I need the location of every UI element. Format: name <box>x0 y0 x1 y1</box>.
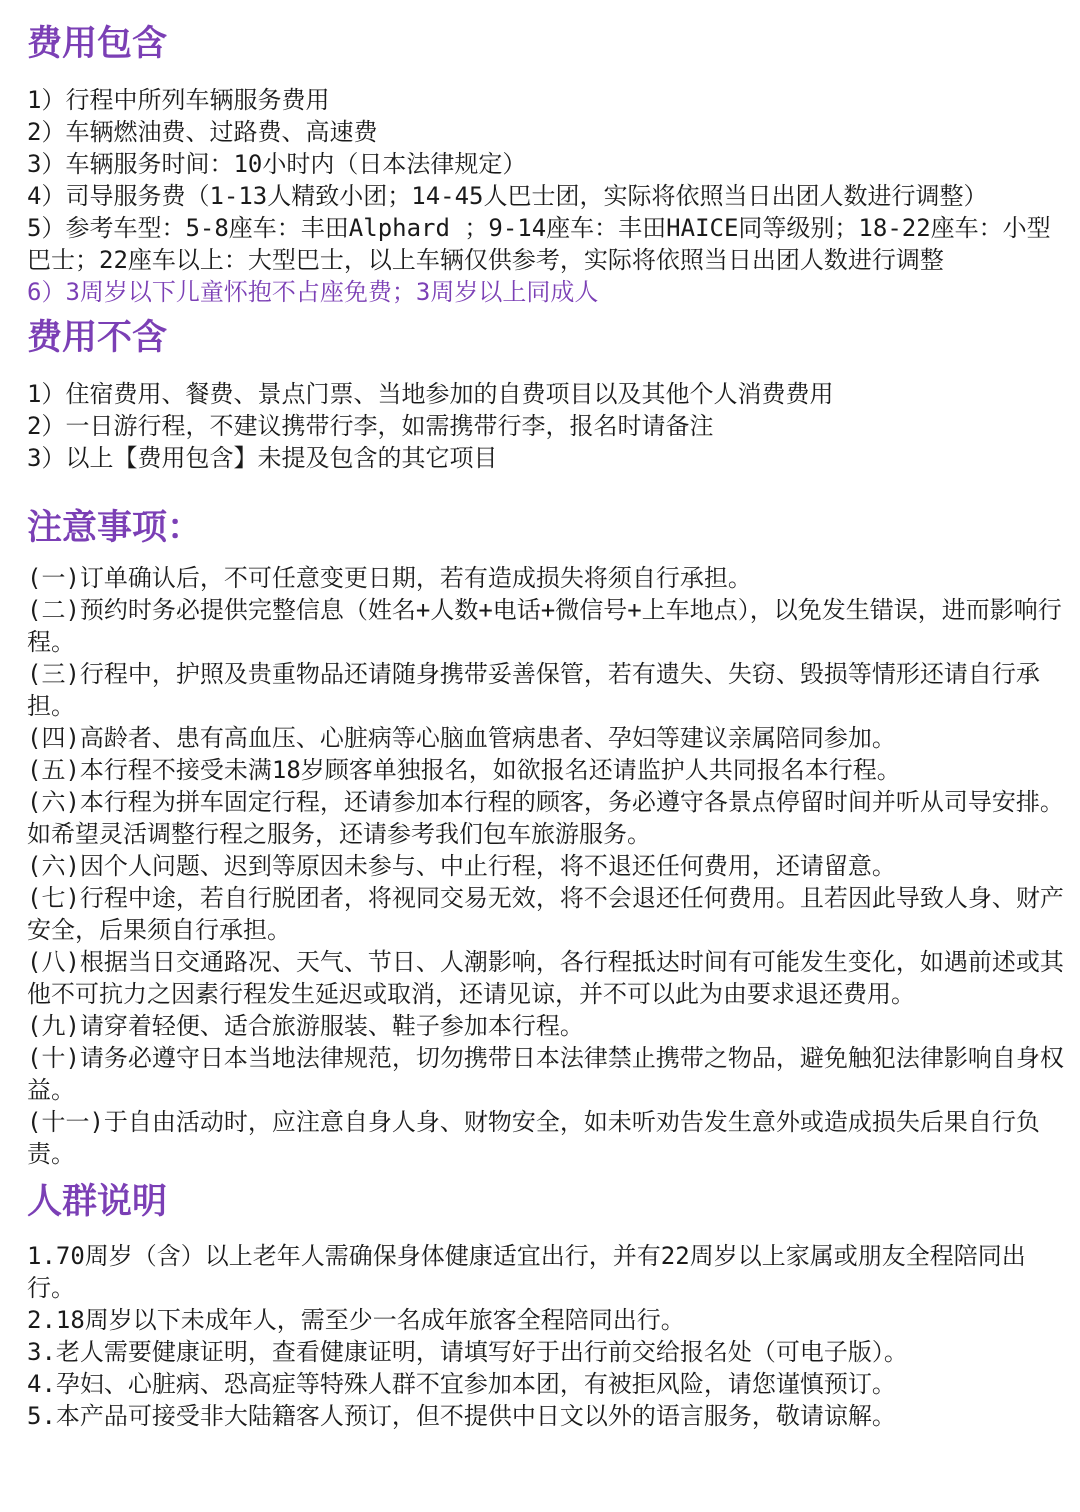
crowd-item: 5.本产品可接受非大陆籍客人预订，但不提供中日文以外的语言服务，敬请谅解。 <box>27 1402 896 1430</box>
notes-item: (八)根据当日交通路况、天气、节日、人潮影响，各行程抵达时间有可能发生变化，如遇前述或其他不可抗力之因素行程发生延迟或取消，还请见谅，并不可以此为由要求退还费用。 <box>27 948 1064 1008</box>
fee-exclude-section <box>27 316 1066 474</box>
crowd-section <box>27 1180 1066 1432</box>
fee-include-title: 费用包含 <box>27 24 168 64</box>
notes-item: (七)行程中途，若自行脱团者，将视同交易无效，将不会退还任何费用。且若因此导致人身、财产安全，后果须自行承担。 <box>27 884 1064 944</box>
notes-item: (十)请务必遵守日本当地法律规范，切勿携带日本法律禁止携带之物品，避免触犯法律影响自身权益。 <box>27 1044 1064 1104</box>
notes-item: (一)订单确认后，不可任意变更日期，若有造成损失将须自行承担。 <box>27 564 752 592</box>
crowd-title: 人群说明 <box>27 1182 168 1222</box>
notes-item: (十一)于自由活动时，应注意自身人身、财物安全，如未听劝告发生意外或造成损失后果自行负责。 <box>27 1108 1040 1168</box>
notes-title: 注意事项： <box>27 508 203 548</box>
fee-include-item-highlight: 6）3周岁以下儿童怀抱不占座免费；3周岁以上同成人 <box>27 278 599 306</box>
crowd-item: 3.老人需要健康证明，查看健康证明，请填写好于出行前交给报名处（可电子版）。 <box>27 1338 908 1366</box>
fee-exclude-item: 1）住宿费用、餐费、景点门票、当地参加的自费项目以及其他个人消费费用 <box>27 380 834 408</box>
notes-item: (四)高龄者、患有高血压、心脏病等心脑血管病患者、孕妇等建议亲属陪同参加。 <box>27 724 896 752</box>
fee-include-item: 2）车辆燃油费、过路费、高速费 <box>27 118 378 146</box>
crowd-item: 2.18周岁以下未成年人，需至少一名成年旅客全程陪同出行。 <box>27 1306 685 1334</box>
fee-exclude-item: 3）以上【费用包含】未提及包含的其它项目 <box>27 444 498 472</box>
notes-item: 如希望灵活调整行程之服务，还请参考我们包车旅游服务。 <box>27 820 651 848</box>
fee-include-item: 5）参考车型：5-8座车：丰田Alphard ；9-14座车：丰田HAICE同等级别；18-22座车：小型巴士；22座车以上：大型巴士，以上车辆仅供参考，实际将依照当日出团人数进行调整 <box>27 214 1051 274</box>
crowd-item: 4.孕妇、心脏病、恐高症等特殊人群不宜参加本团，有被拒风险，请您谨慎预订。 <box>27 1370 896 1398</box>
notes-item: (三)行程中，护照及贵重物品还请随身携带妥善保管，若有遗失、失窃、毁损等情形还请自行承担。 <box>27 660 1040 720</box>
crowd-item: 1.70周岁（含）以上老年人需确保身体健康适宜出行，并有22周岁以上家属或朋友全程陪同出行。 <box>27 1242 1026 1302</box>
fee-include-item: 3）车辆服务时间：10小时内（日本法律规定） <box>27 150 527 178</box>
notes-item: (五)本行程不接受未满18岁顾客单独报名，如欲报名还请监护人共同报名本行程。 <box>27 756 901 784</box>
notes-item: (二)预约时务必提供完整信息（姓名+人数+电话+微信号+上车地点），以免发生错误，进而影响行程。 <box>27 596 1062 656</box>
notes-item: (九)请穿着轻便、适合旅游服装、鞋子参加本行程。 <box>27 1012 584 1040</box>
notes-item: (六)本行程为拼车固定行程，还请参加本行程的顾客，务必遵守各景点停留时间并听从司导安排。 <box>27 788 1064 816</box>
notes-section <box>27 506 1066 1170</box>
fee-exclude-item: 2）一日游行程，不建议携带行李，如需携带行李，报名时请备注 <box>27 412 714 440</box>
notes-item: (六)因个人问题、迟到等原因未参与、中止行程，将不退还任何费用，还请留意。 <box>27 852 896 880</box>
fee-exclude-title: 费用不含 <box>27 318 168 358</box>
fee-include-section <box>27 22 1066 308</box>
fee-include-item: 1）行程中所列车辆服务费用 <box>27 86 330 114</box>
fee-include-item: 4）司导服务费（1-13人精致小团；14-45人巴士团，实际将依照当日出团人数进行调整） <box>27 182 988 210</box>
